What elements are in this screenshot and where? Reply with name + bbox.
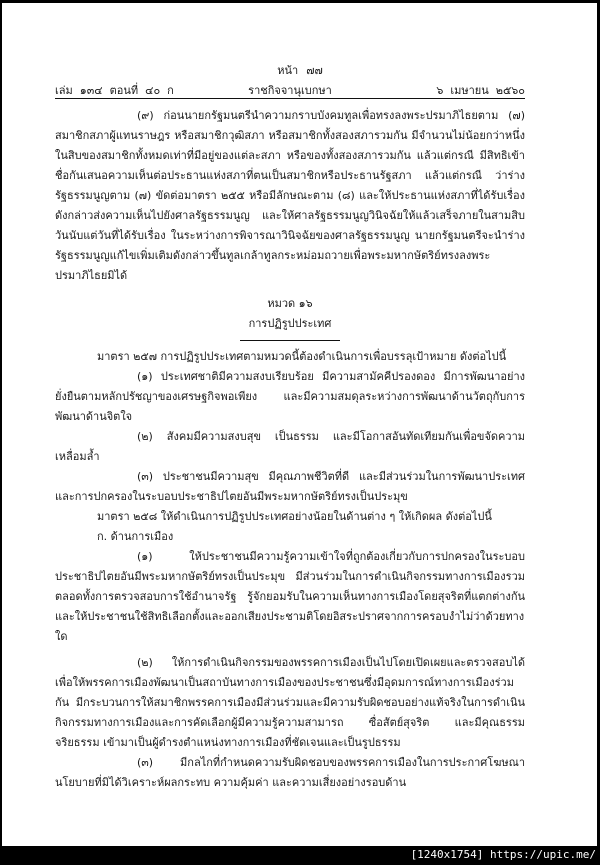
volume-label: เล่ม	[55, 84, 73, 97]
issue-section: ก	[167, 84, 174, 97]
section-258: มาตรา ๒๕๘ ให้ดำเนินการปฏิรูปประเทศอย่างน้อยในด้านต่าง ๆ ให้เกิดผล ดังต่อไปนี้	[97, 510, 492, 523]
image-watermark: [1240x1754] https://upic.me/	[410, 848, 596, 861]
page-label: หน้า	[277, 64, 299, 77]
section-258-a-item-2: (๒) ให้การดำเนินกิจกรรมของพรรคการเมืองเป็นไปโดยเปิดเผยและตรวจสอบได้ เพื่อให้พรรคการเมืองพัฒนาเป็นสถาบันทางการเมืองของประชาชนซึ่งมีอุดมการณ์ทางการเมืองร่วมกัน มีกระบวนการให้สมาชิกพรรคการเมืองมีส่วนร่วมและมีความรับผิดชอบอย่างแท้จริงในการดำเนินกิจกรรมทางการเมืองและการคัดเลือกผู้มีความรู้ความสามารถ ซื่อสัตย์สุจริต และมีคุณธรรมจริยธรรม เข้ามาเป็นผู้ดำรงตำแหน่งทางการเมืองที่ชัดเจนและเป็นรูปธรรม	[55, 656, 525, 749]
section-258-a-item-1: (๑) ให้ประชาชนมีความรู้ความเข้าใจที่ถูกต้องเกี่ยวกับการปกครองในระบอบประชาธิปไตยอันมีพระมหากษัตริย์ทรงเป็นประมุข มีส่วนร่วมในการดำเนินกิจกรรมทางการเมืองรวมตลอดทั้งการตรวจสอบการใช้อำนาจรัฐ รู้จักยอมรับในความเห็นทางการเมืองโดยสุจริตที่แตกต่างกัน และให้ประชาชนใช้สิทธิเลือกตั้งและออกเสียงประชามติโดยอิสระปราศจากการครอบงำไม่ว่าด้วยทางใด	[55, 550, 525, 643]
section-257-item-2: (๒) สังคมมีความสงบสุข เป็นธรรม และมีโอกาสอันทัดเทียมกันเพื่อขจัดความเหลื่อมล้ำ	[55, 430, 525, 463]
section-257: มาตรา ๒๕๗ การปฏิรูปประเทศตามหมวดนี้ต้องดำเนินการเพื่อบรรลุเป้าหมาย ดังต่อไปนี้	[97, 350, 507, 363]
date-month: เมษายน	[450, 84, 489, 97]
page-number: ๗๗	[306, 64, 323, 77]
chapter-label: หมวด ๑๖	[267, 297, 313, 310]
publication-title: ราชกิจจานุเบกษา	[248, 84, 332, 97]
issue-label: ตอนที่	[109, 84, 139, 97]
chapter-title: การปฏิรูปประเทศ	[248, 317, 332, 330]
section-258-part-a: ก. ด้านการเมือง	[97, 530, 174, 543]
document-body	[55, 106, 525, 793]
publication-date	[429, 81, 525, 99]
date-day: ๖	[436, 84, 444, 97]
volume-number: ๑๓๔	[79, 84, 103, 97]
gazette-header	[55, 81, 525, 97]
header-divider	[55, 98, 525, 99]
date-year: ๒๕๖๐	[495, 84, 525, 97]
page-number-header	[0, 61, 600, 79]
chapter-divider	[240, 340, 340, 341]
section-257-item-1: (๑) ประเทศชาติมีความสงบเรียบร้อย มีความสามัคคีปรองดอง มีการพัฒนาอย่างยั่งยืนตามหลักปรัชญาของเศรษฐกิจพอเพียง และมีความสมดุลระหว่างการพัฒนาด้านวัตถุกับการพัฒนาด้านจิตใจ	[55, 370, 525, 423]
section-258-a-item-3: (๓) มีกลไกที่กำหนดความรับผิดชอบของพรรคการเมืองในการประกาศโฆษณานโยบายที่มิได้วิเคราะห์ผลกระทบ ความคุ้มค่า และความเสี่ยงอย่างรอบด้าน	[55, 756, 525, 789]
paragraph-9: (๙) ก่อนนายกรัฐมนตรีนำความกราบบังคมทูลเพื่อทรงลงพระปรมาภิไธยตาม (๗) สมาชิกสภาผู้แทนราษฎร หรือสมาชิกวุฒิสภา หรือสมาชิกทั้งสองสภารวมกัน มีจำนวนไม่น้อยกว่าหนึ่งในสิบของสมาชิกทั้งหมดเท่าที่มีอยู่ของแต่ละสภา หรือของทั้งสองสภารวมกัน แล้วแต่กรณี มีสิทธิเข้าชื่อกันเสนอความเห็นต่อประธานแห่งสภาที่ตนเป็นสมาชิกหรือประธานรัฐสภา แล้วแต่กรณี ว่าร่างรัฐธรรมนูญตาม (๗) ขัดต่อมาตรา ๒๕๕ หรือมีลักษณะตาม (๘) และให้ประธานแห่งสภาที่ได้รับเรื่องดังกล่าวส่งความเห็นไปยังศาลรัฐธรรมนูญ และให้ศาลรัฐธรรมนูญวินิจฉัยให้แล้วเสร็จภายในสามสิบวันนับแต่วันที่ได้รับเรื่อง ในระหว่างการพิจารณาวินิจฉัยของศาลรัฐธรรมนูญ นายกรัฐมนตรีจะนำร่างรัฐธรรมนูญแก้ไขเพิ่มเติมดังกล่าวขึ้นทูลเกล้าทูลกระหม่อมถวายเพื่อพระมหากษัตริย์ทรงลงพระปรมาภิไธยมิได้	[55, 109, 525, 282]
issue-number: ๔๐	[145, 84, 161, 97]
section-257-item-3: (๓) ประชาชนมีความสุข มีคุณภาพชีวิตที่ดี และมีส่วนร่วมในการพัฒนาประเทศและการปกครองในระบอบประชาธิปไตยอันมีพระมหากษัตริย์ทรงเป็นประมุข	[55, 470, 525, 503]
